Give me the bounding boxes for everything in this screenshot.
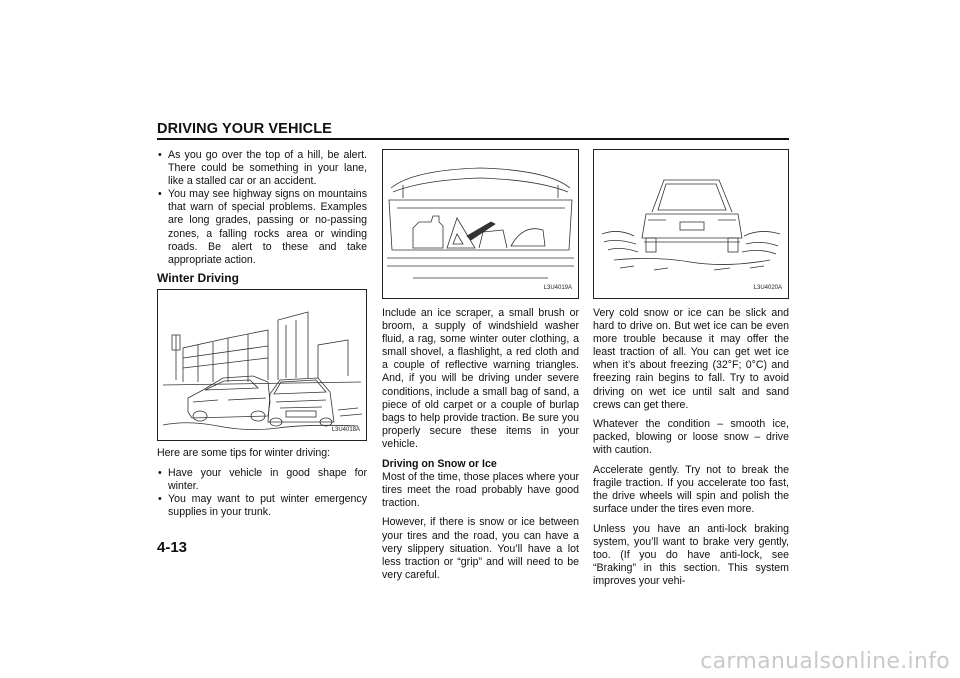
winter-driving-heading: Winter Driving [157, 270, 239, 285]
slippery-paragraph: However, if there is snow or ice between your tires and the road, you can have a very slippery situation. You’ll have a lot less traction or “grip” and will need to be very careful. [382, 516, 579, 581]
figure-caption: L3U4020A [753, 284, 782, 291]
accelerate-paragraph: Accelerate gently. Try not to break the fragile traction. If you accelerate too fast, the drive wheels will spin and polish the surface under the tires even more. [593, 464, 789, 516]
car-on-snow-figure [593, 149, 789, 299]
list-item: • You may see highway signs on mountains that warn of special problems. Examples are long grades, passing or no-passing zones, a falling rocks area or winding roads. Be alert to these and take appropriate action. [157, 188, 367, 267]
traction-paragraph: Most of the time, those places where your tires meet the road probably have good traction. [382, 470, 579, 509]
column-3 [593, 149, 789, 595]
winter-street-illustration [158, 290, 366, 440]
winter-tips-intro: Here are some tips for winter driving: [157, 446, 331, 459]
figure-caption: L3U4019A [543, 284, 572, 291]
list-item: • Have your vehicle in good shape for winter. [157, 467, 367, 493]
caution-paragraph: Whatever the condition – smooth ice, packed, blowing or loose snow – drive with caution. [593, 418, 789, 457]
site-watermark: carmanualsonline.info [700, 649, 950, 674]
page-number: 4-13 [157, 539, 188, 556]
snow-ice-subheading: Driving on Snow or Ice [382, 457, 497, 470]
trunk-supplies-figure [382, 149, 579, 299]
column-2 [382, 149, 579, 588]
winter-street-figure [157, 289, 367, 441]
winter-supplies-paragraph: Include an ice scraper, a small brush or broom, a supply of windshield washer fluid, a rag, some winter outer clothing, a small shovel, a flashlight, a red cloth and a couple of reflective warning triangles. And, if you will be driving under severe conditions, include a small bag of sand, a piece of old carpet or a couple of burlap bags to help provide traction. Be sure you properly secure these items in your vehicle. [382, 307, 579, 450]
list-item: • You may want to put winter emergency supplies in your trunk. [157, 493, 367, 519]
column-1 [157, 149, 367, 519]
figure-caption: L3U4018A [331, 426, 360, 433]
winter-tips-list [157, 467, 367, 519]
braking-paragraph: Unless you have an anti-lock braking system, you’ll want to brake very gently, too. (If you do have anti-lock, see “Braking” in this section. This system improves your vehi- [593, 522, 789, 588]
wet-ice-paragraph: Very cold snow or ice can be slick and hard to drive on. But wet ice can be even more trouble because it may offer the least traction of all. You can get wet ice when it’s about freezing (32°F; 0°C) and freezing rain begins to fall. Try to avoid driving on wet ice until salt and sand crews can get there. [593, 307, 789, 411]
trunk-illustration [383, 150, 578, 298]
car-rear-illustration [594, 150, 788, 298]
header-rule [157, 138, 789, 140]
section-header: DRIVING YOUR VEHICLE [157, 121, 332, 137]
list-item: • As you go over the top of a hill, be alert. There could be something in your lane, like a stalled car or an accident. [157, 149, 367, 188]
hill-tips-list [157, 149, 367, 267]
